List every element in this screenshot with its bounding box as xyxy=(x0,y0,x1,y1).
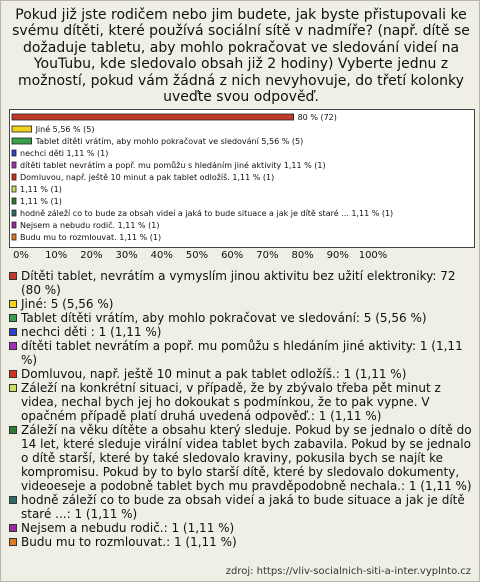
legend-label: Domluvou, např. ještě 10 minut a pak tablet odložíš.: 1 (1,11 %) xyxy=(21,367,407,381)
legend-item xyxy=(9,423,473,493)
legend-label: Dítěti tablet, nevrátím a vymyslím jinou aktivitu bez užití elektroniky: 72 (80 %) xyxy=(21,269,456,297)
bar-5 xyxy=(12,174,16,180)
legend-label: Záleží na věku dítěte a obsahu který sleduje. Pokud by se jednalo o dítě do 14 let, které sleduje virální videa tablet bych zabavila. Pokud by se jednalo o dítě starší, které by také sledovalo kraviny, pokusila bych se najít ke kompromisu. Pokud by to bylo starší dítě, které by sledovalo dokumenty, videoeseje a podobně tablet bych mu pravděpodobně nechala.: 1 (1,11 %) xyxy=(21,423,472,493)
legend-swatch xyxy=(9,384,17,392)
bar-label-1: Jiné 5,56 % (5) xyxy=(35,125,95,134)
x-tick-label: 50% xyxy=(185,250,209,261)
legend-swatch xyxy=(9,426,17,434)
x-tick-label: 40% xyxy=(150,250,173,261)
bar-label-5: Domluvou, např. ještě 10 minut a pak tablet odložíš. 1,11 % (1) xyxy=(20,173,275,182)
bar-8 xyxy=(12,210,16,216)
bar-label-7: 1,11 % (1) xyxy=(20,197,62,206)
bar-4 xyxy=(12,162,16,168)
legend-swatch xyxy=(9,524,17,532)
legend-label: nechci děti : 1 (1,11 %) xyxy=(21,325,162,339)
legend-item xyxy=(9,339,473,367)
legend-item xyxy=(9,521,473,535)
legend-label: Nejsem a nebudu rodič.: 1 (1,11 %) xyxy=(21,521,235,535)
bar-1 xyxy=(12,126,32,132)
legend-label: hodně záleží co to bude za obsah videí a jaká to bude situace a jak je dítě staré ...: 1 (1,11 %) xyxy=(21,493,465,521)
plot-area xyxy=(9,109,475,248)
legend-swatch xyxy=(9,342,17,350)
legend-label: dítěti tablet nevrátím a popř. mu pomůžu s hledáním jiné aktivity: 1 (1,11 %) xyxy=(21,339,463,367)
legend-swatch xyxy=(9,314,17,322)
bar-label-3: nechci děti 1,11 % (1) xyxy=(20,149,109,158)
legend-item xyxy=(9,311,473,325)
bar-label-0: 80 % (72) xyxy=(297,113,337,122)
legend-label: Budu mu to rozmlouvat.: 1 (1,11 %) xyxy=(21,535,237,549)
legend-swatch xyxy=(9,300,17,308)
bar-3 xyxy=(12,150,16,156)
legend-swatch xyxy=(9,538,17,546)
source-text: zdroj: https://vliv-socialnich-siti-a-inter.vyplnto.cz xyxy=(225,566,471,577)
legend-item xyxy=(9,325,473,339)
legend-swatch xyxy=(9,496,17,504)
bar-chart xyxy=(10,110,474,247)
bar-10 xyxy=(12,234,16,240)
x-axis-tick-labels xyxy=(9,250,480,264)
x-tick-label: 60% xyxy=(221,250,244,261)
bar-label-4: dítěti tablet nevrátím a popř. mu pomůžu s hledáním jiné aktivity 1,11 % (1) xyxy=(20,161,326,170)
legend-label: Tablet dítěti vrátím, aby mohlo pokračovat ve sledování: 5 (5,56 %) xyxy=(21,311,427,325)
legend-item xyxy=(9,535,473,549)
bar-9 xyxy=(12,222,16,228)
x-tick-label: 80% xyxy=(291,250,314,261)
bar-label-8: hodně záleží co to bude za obsah videí a jaká to bude situace a jak je dítě staré ... 1,11 % (1) xyxy=(20,209,394,218)
x-tick-label: 20% xyxy=(80,250,103,261)
legend-swatch xyxy=(9,328,17,336)
bar-label-2: Tablet dítěti vrátím, aby mohlo pokračovat ve sledování 5,56 % (5) xyxy=(35,137,304,146)
legend-item xyxy=(9,493,473,521)
x-tick-label: 70% xyxy=(256,250,279,261)
chart-title: Pokud již jste rodičem nebo jim budete, jak byste přistupovali ke svému dítěti, které používá sociální sítě v nadmíře? (např. dítě se dožaduje tabletu, aby mohlo pokračovat ve sledování videí na YouTubu, kde sledovalo obsah již 2 hodiny) Vyberte jednu z možností, pokud vám žádná z nich nevyhovuje, do třetí kolonky uveďte svou odpověď. xyxy=(12,7,470,106)
x-tick-label: 0% xyxy=(13,250,29,261)
legend-label: Jiné: 5 (5,56 %) xyxy=(21,297,114,311)
x-tick-label: 10% xyxy=(45,250,68,261)
x-tick-label: 100% xyxy=(358,250,388,261)
bar-0 xyxy=(12,114,294,120)
legend-item xyxy=(9,381,473,423)
legend-label: Záleží na konkrétní situaci, v případě, že by zbývalo třeba pět minut z videa, nechal bych jej ho dokoukat s podmínkou, že to pak vypne. V opačném případě platí druhá uvedená odpověď.: 1 (1,11 %) xyxy=(21,381,441,423)
bar-label-10: Budu mu to rozmlouvat. 1,11 % (1) xyxy=(20,233,162,242)
bar-label-9: Nejsem a nebudu rodič. 1,11 % (1) xyxy=(20,221,160,230)
bar-2 xyxy=(12,138,32,144)
legend-swatch xyxy=(9,272,17,280)
legend-item xyxy=(9,367,473,381)
x-tick-label: 90% xyxy=(326,250,349,261)
bar-6 xyxy=(12,186,16,192)
x-tick-label: 30% xyxy=(115,250,138,261)
legend-item xyxy=(9,297,473,311)
legend-swatch xyxy=(9,370,17,378)
bar-label-6: 1,11 % (1) xyxy=(20,185,62,194)
legend-item xyxy=(9,269,473,297)
bar-7 xyxy=(12,198,16,204)
legend xyxy=(9,269,473,549)
